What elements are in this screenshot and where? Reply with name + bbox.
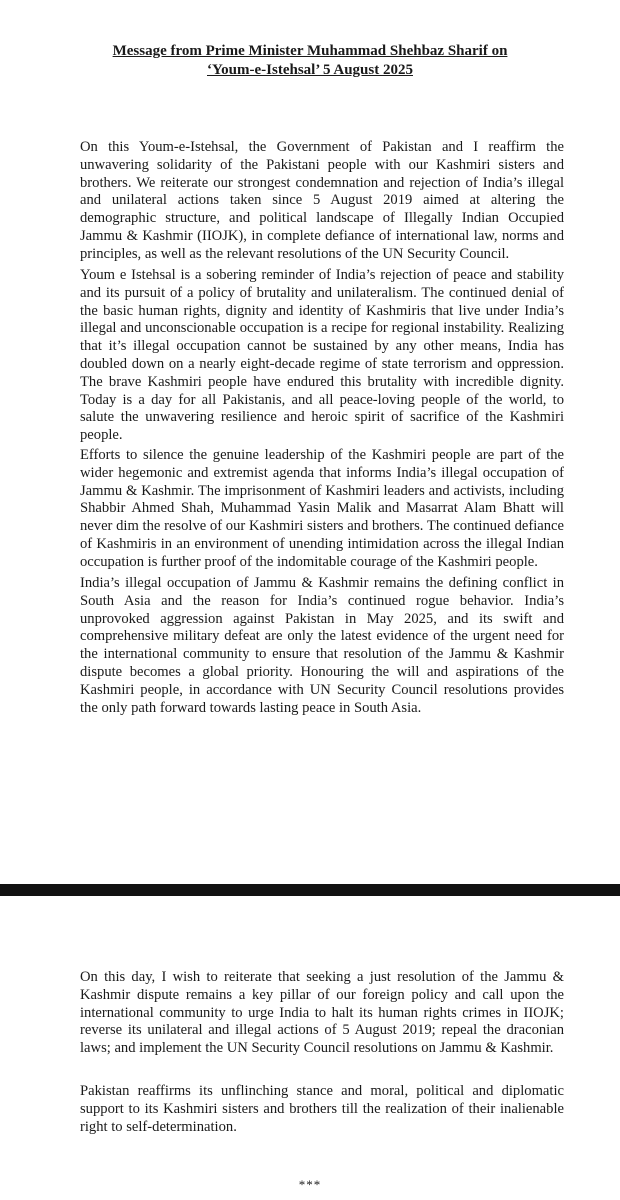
title-line-1: Message from Prime Minister Muhammad Shehbaz Sharif on: [112, 43, 508, 59]
paragraph-2: Youm e Istehsal is a sobering reminder of India’s rejection of peace and stability and its pursuit of a policy of brutality and unilateralism. The continued denial of the basic human rights, dignity and identity of Kashmiris that live under India’s illegal and unconscionable occupation is a recipe for regional instability. Realizing that it’s illegal occupation cannot be sustained by any other means, India has doubled down on a nearly eight-decade regime of state terrorism and oppression. The brave Kashmiri people have endured this brutality with incredible dignity. Today is a day for all Pakistanis, and all peace-loving people of the world, to salute the unwavering resilience and heroic spirit of sacrifice of the Kashmiri people.: [80, 267, 564, 444]
paragraph-3: Efforts to silence the genuine leadership of the Kashmiri people are part of the wider hegemonic and extremist agenda that informs India’s illegal occupation of Jammu & Kashmir. The imprisonment of Kashmiri leaders and activists, including Shabbir Ahmed Shah, Muhammad Yasin Malik and Masarrat Alam Bhatt will never dim the resolve of our Kashmiri sisters and brothers. The continued defiance of Kashmiris in an environment of unending intimidation across the illegal Indian occupation is further proof of the indomitable courage of the Kashmiri people.: [80, 447, 564, 570]
paragraph-5: On this day, I wish to reiterate that seeking a just resolution of the Jammu & Kashmir dispute remains a key pillar of our foreign policy and call upon the international community to urge India to halt its human rights crimes in IIOJK; reverse its unilateral and illegal actions of 5 August 2019; repeal the draconian laws; and implement the UN Security Council resolutions on Jammu & Kashmir.: [80, 969, 564, 1057]
paragraph-6: Pakistan reaffirms its unflinching stance and moral, political and diplomatic support to its Kashmiri sisters and brothers till the realization of their inalienable right to self-determination.: [80, 1083, 564, 1135]
document-page-2: [0, 896, 620, 1200]
page-separator: [0, 884, 620, 896]
closing-mark: ***: [298, 1177, 322, 1192]
paragraph-1: On this Youm-e-Istehsal, the Government of Pakistan and I reaffirm the unwavering solidarity of the Pakistani people with our Kashmiri sisters and brothers. We reiterate our strongest condemnation and rejection of India’s illegal and unilateral actions taken since 5 August 2019 aimed at altering the demographic structure, and political landscape of Illegally Indian Occupied Jammu & Kashmir (IIOJK), in complete defiance of international law, norms and principles, as well as the relevant resolutions of the UN Security Council.: [80, 139, 564, 262]
title-line-2: ‘Youm-e-Istehsal’ 5 August 2025: [207, 62, 413, 78]
document-title: [60, 42, 560, 80]
paragraph-4: India’s illegal occupation of Jammu & Kashmir remains the defining conflict in South Asia and the reason for India’s continued rogue behavior. India’s unprovoked aggression against Pakistan in May 2025, and its swift and comprehensive military defeat are only the latest evidence of the urgent need for the international community to ensure that resolution of the Jammu & Kashmir dispute becomes a global priority. Honouring the will and aspirations of the Kashmiri people, in accordance with UN Security Council resolutions provides the only path forward towards lasting peace in South Asia.: [80, 575, 564, 716]
